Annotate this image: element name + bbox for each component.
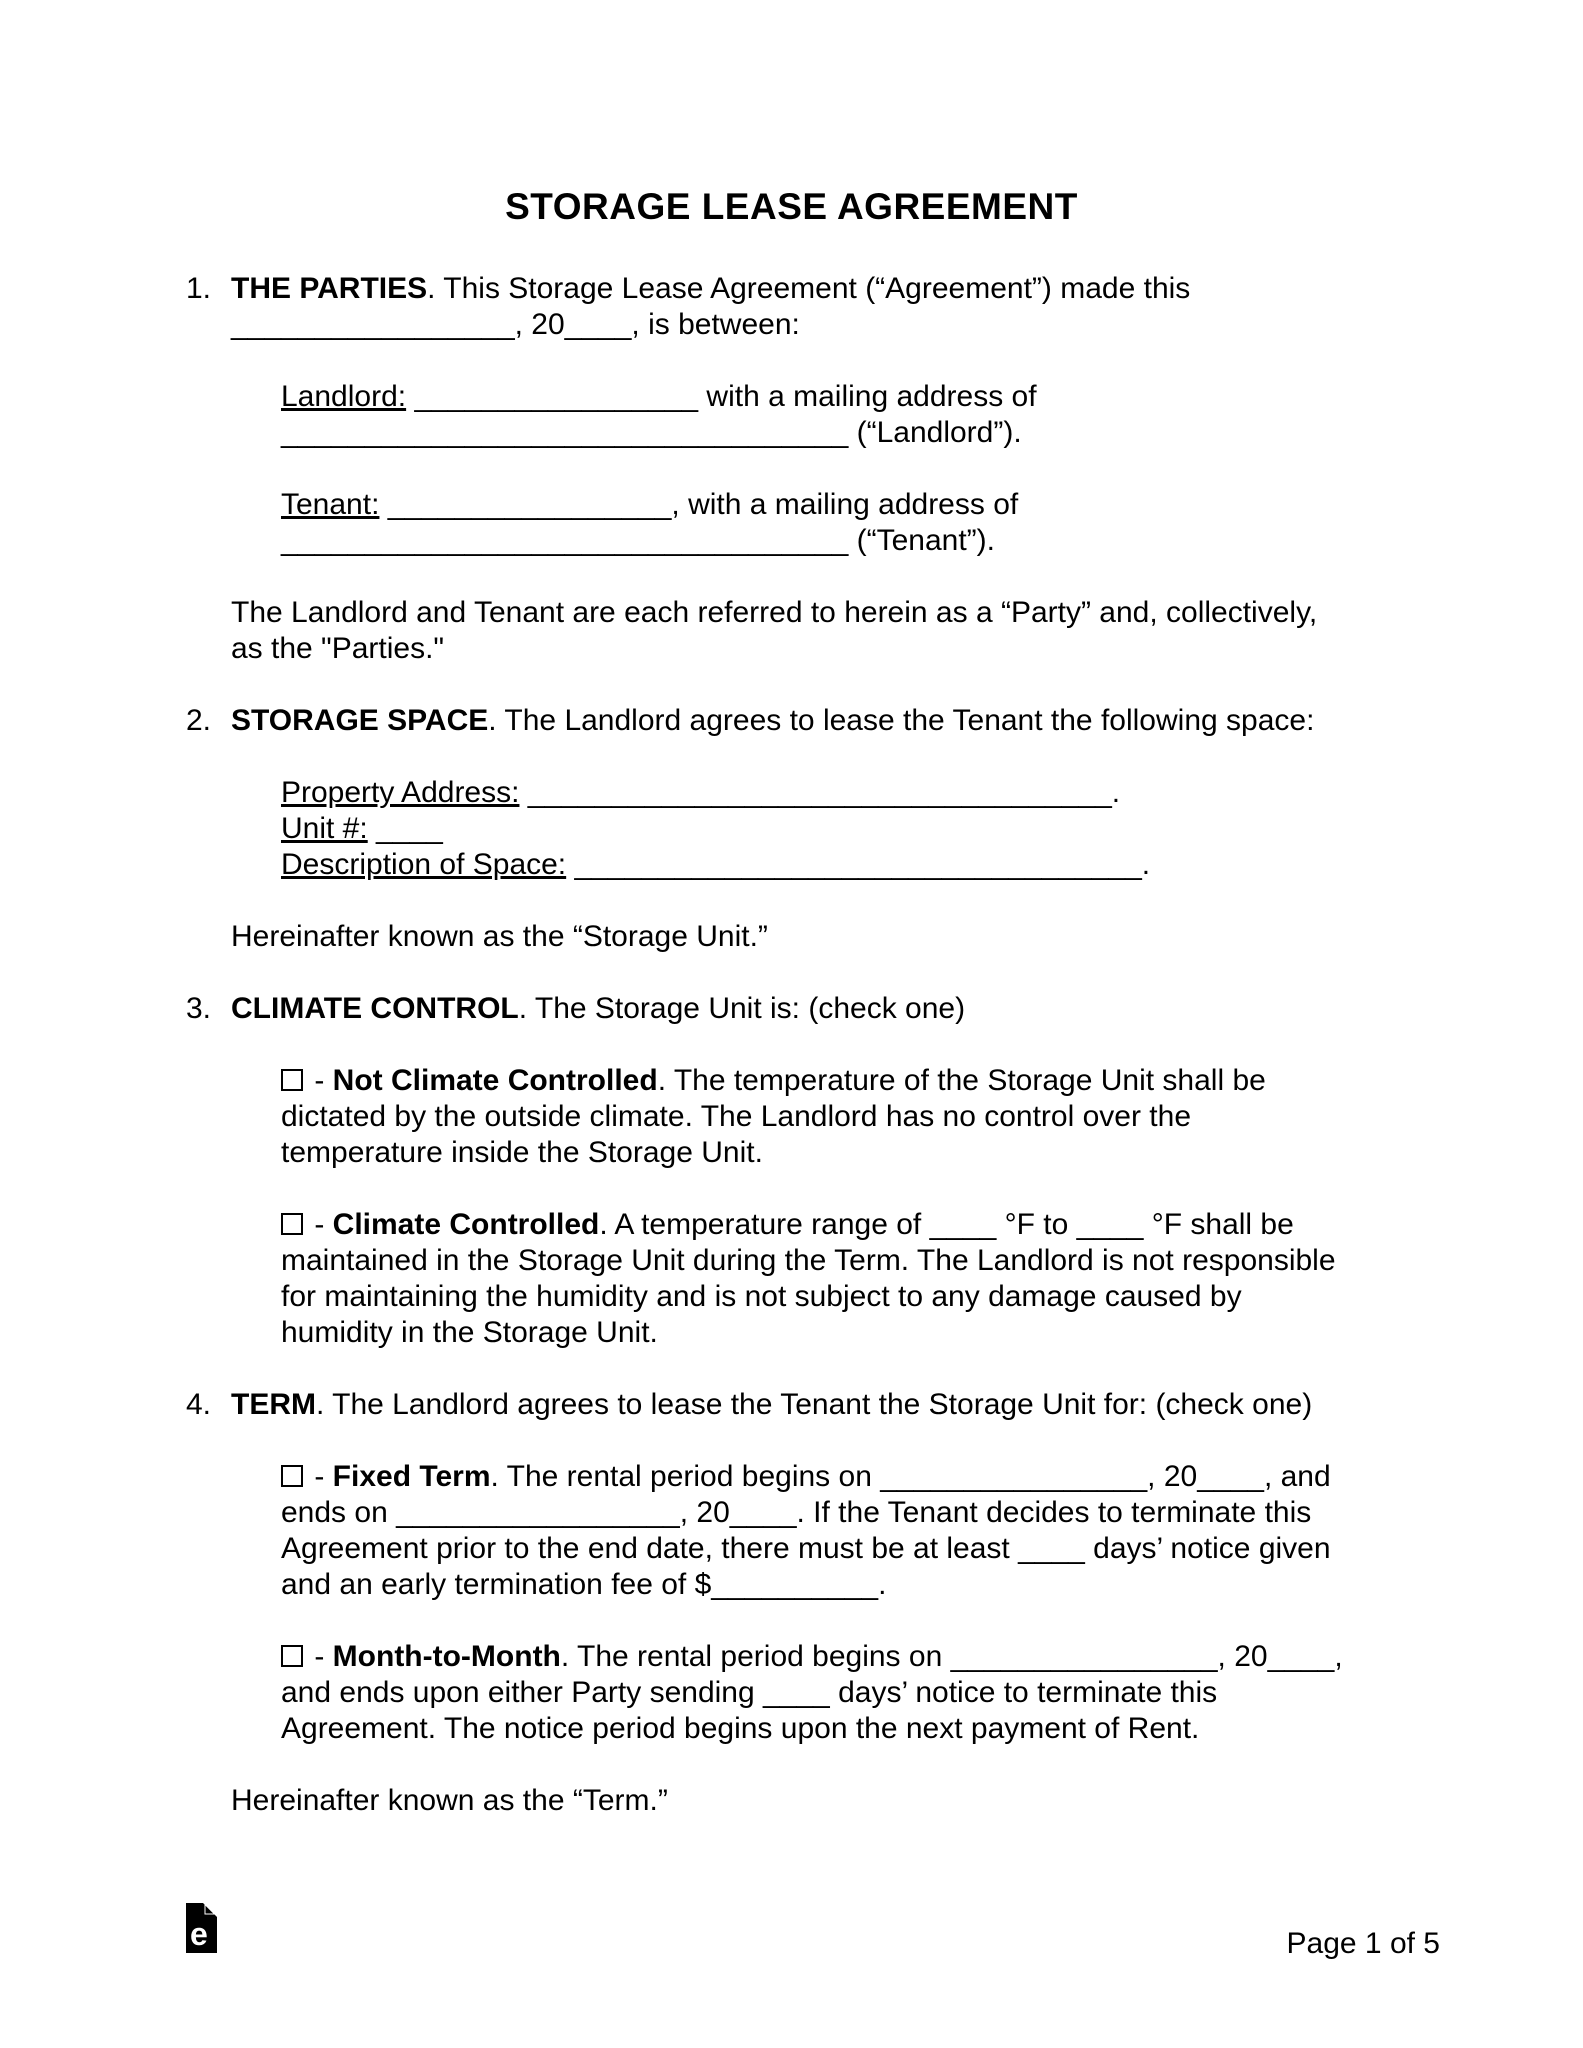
option-label: Month-to-Month (332, 1640, 561, 1673)
term-note: Hereinafter known as the “Term.” (231, 1784, 668, 1817)
section-number: 4. (186, 1388, 212, 1421)
document-title: STORAGE LEASE AGREEMENT (505, 186, 1078, 227)
section-number: 2. (186, 704, 212, 737)
climate-control-lead-paragraph (231, 991, 1397, 1027)
option-text-rest: dictated by the outside climate. The Landlord has no control over the temperature inside the Storage Unit. (281, 1100, 1192, 1169)
option-text-rest: and ends upon either Party sending ____ days’ notice to terminate this Agreement. The notice period begins upon the next payment of Rent. (281, 1676, 1218, 1745)
description-of-space-blank: __________________________________. (566, 848, 1151, 881)
option-text-line1: . The rental period begins on ________________, 20____, (560, 1640, 1343, 1673)
section-term-content (231, 1387, 1397, 1855)
option-text-rest: maintained in the Storage Unit during the Term. The Landlord is not responsible for maintaining the humidity and is not subject to any damage caused by humidity in the Storage Unit. (281, 1244, 1336, 1349)
option-text-line1: . The rental period begins on ________________, 20____, and (490, 1460, 1331, 1493)
property-address-blank: ___________________________________. (519, 776, 1121, 809)
tenant-address-blank: __________________________________ (“Tenant”). (281, 524, 995, 557)
option-fixed-term (281, 1459, 1397, 1603)
checkbox-icon[interactable] (281, 1069, 303, 1091)
section-parties-content (231, 271, 1397, 703)
parties-lead-line1: . This Storage Lease Agreement (“Agreement”) made this (427, 272, 1191, 305)
checkbox-icon[interactable] (281, 1645, 303, 1667)
section-heading: THE PARTIES (231, 272, 428, 305)
option-label: Climate Controlled (332, 1208, 600, 1241)
parties-lead-paragraph (231, 271, 1397, 343)
option-text-rest: ends on _________________, 20____. If the Tenant decides to terminate this Agreement prior to the end date, there must be at least ____ days’ notice given and an early termination fee of $__________. (281, 1496, 1331, 1601)
option-label: Not Climate Controlled (332, 1064, 658, 1097)
section-heading: TERM (231, 1388, 316, 1421)
property-address-label: Property Address: (281, 776, 520, 809)
section-heading: STORAGE SPACE (231, 704, 489, 737)
section-term (186, 1387, 1397, 1855)
checkbox-separator: - (306, 1064, 333, 1097)
checkbox-separator: - (306, 1640, 333, 1673)
checkbox-separator: - (306, 1208, 333, 1241)
section-climate-control (186, 991, 1397, 1387)
section-parties (186, 271, 1397, 703)
description-of-space-label: Description of Space: (281, 848, 567, 881)
field-unit-number (281, 811, 1397, 847)
option-text-line1: . The temperature of the Storage Unit shall be (657, 1064, 1266, 1097)
landlord-block (281, 379, 1397, 451)
checkbox-icon[interactable] (281, 1465, 303, 1487)
option-month-to-month (281, 1639, 1397, 1747)
unit-number-label: Unit #: (281, 812, 368, 845)
checkbox-separator: - (306, 1460, 333, 1493)
unit-number-blank: ____ (367, 812, 443, 845)
climate-control-lead: . The Storage Unit is: (check one) (518, 992, 966, 1025)
checkbox-icon[interactable] (281, 1213, 303, 1235)
eforms-logo-letter: e (190, 1916, 208, 1952)
tenant-block (281, 487, 1397, 559)
eforms-logo-icon (186, 1903, 217, 1953)
landlord-label: Landlord: (281, 380, 407, 413)
storage-unit-note: Hereinafter known as the “Storage Unit.” (231, 920, 768, 953)
field-description-of-space (281, 847, 1397, 883)
section-number: 3. (186, 992, 212, 1025)
section-storage-space-content (231, 703, 1397, 991)
landlord-address-blank: __________________________________ (“Landlord”). (281, 416, 1022, 449)
landlord-name-blank: _________________ with a mailing address of (406, 380, 1037, 413)
option-label: Fixed Term (332, 1460, 491, 1493)
document-body (186, 0, 1397, 1855)
section-climate-control-content (231, 991, 1397, 1387)
tenant-label: Tenant: (281, 488, 380, 521)
option-climate-controlled (281, 1207, 1397, 1351)
storage-space-fields (281, 775, 1397, 883)
section-storage-space (186, 703, 1397, 991)
tenant-name-blank: _________________, with a mailing address of (379, 488, 1019, 521)
storage-space-lead-paragraph (231, 703, 1397, 739)
agreement-date-blank: _________________, 20____, is between: (231, 308, 800, 341)
section-number: 1. (186, 272, 212, 305)
storage-space-lead: . The Landlord agrees to lease the Tenant the following space: (488, 704, 1315, 737)
option-not-climate-controlled (281, 1063, 1397, 1171)
option-text-line1: . A temperature range of ____ °F to ____ °F shall be (599, 1208, 1294, 1241)
field-property-address (281, 775, 1397, 811)
term-lead: . The Landlord agrees to lease the Tenant the Storage Unit for: (check one) (316, 1388, 1313, 1421)
term-lead-paragraph (231, 1387, 1397, 1423)
page-number-label: Page 1 of 5 (1286, 1927, 1440, 1960)
parties-note: The Landlord and Tenant are each referred to herein as a “Party” and, collectively, as the "Parties." (231, 596, 1318, 665)
section-heading: CLIMATE CONTROL (231, 992, 519, 1025)
